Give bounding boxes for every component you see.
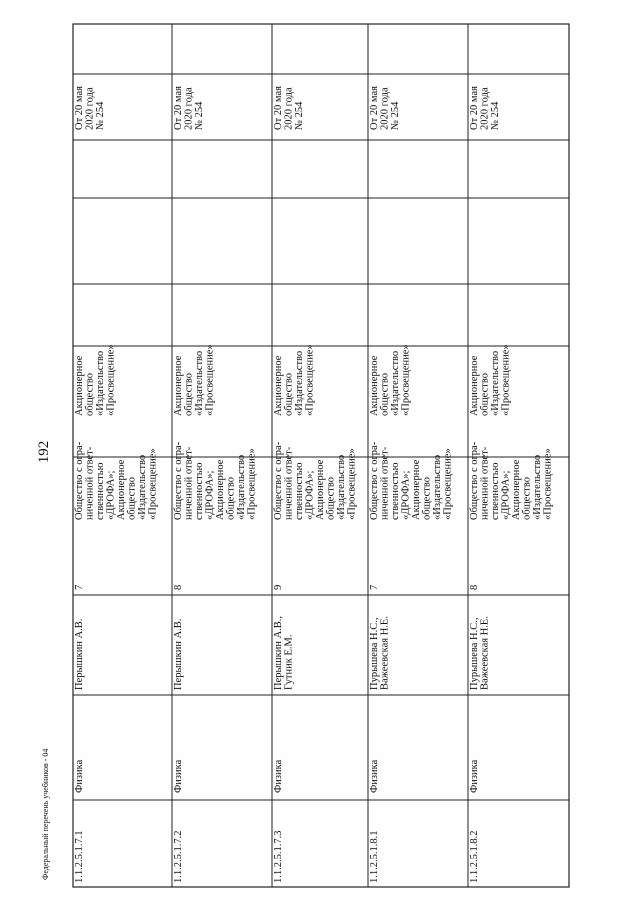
cell-publisher-line: Общество с огра-	[369, 441, 380, 520]
cell-author	[173, 619, 184, 690]
cell-code	[469, 831, 480, 884]
cell-code	[273, 831, 284, 884]
cell-order-line: № 254	[390, 101, 401, 130]
cell-subject	[273, 759, 284, 793]
cell-order	[273, 86, 305, 130]
cell-organization-line: «Просвещение»	[304, 344, 316, 416]
cell-publisher-line: «Издательство	[532, 454, 543, 520]
cell-organization-line: «Издательство	[294, 350, 305, 416]
cell-code	[173, 831, 184, 884]
cell-publisher-line: ниченной ответ-	[183, 446, 195, 520]
cell-subject	[173, 759, 184, 793]
cell-subject-line: Физика	[173, 759, 184, 793]
cell-subject	[369, 759, 380, 793]
cell-author-line: Важеевская Н.Е.	[379, 616, 391, 690]
cell-organization	[74, 344, 117, 416]
cell-organization-line: «Издательство	[194, 350, 205, 416]
cell-organization-line: «Просвещение»	[105, 344, 117, 416]
cell-grade-line: 8	[469, 584, 480, 590]
cell-organization-line: общество	[84, 373, 96, 416]
cell-publisher-line: ственностью	[95, 462, 106, 520]
cell-publisher-line: «Издательство	[432, 454, 443, 520]
cell-publisher-line: ственностью	[490, 462, 501, 520]
cell-publisher-line: Общество с огра-	[74, 441, 85, 520]
cell-grade	[369, 585, 380, 590]
cell-grade-line: 9	[273, 584, 284, 590]
cell-code-line: 1.1.2.5.1.7.2	[173, 830, 184, 883]
cell-publisher-line: «Просвещение»	[246, 448, 258, 520]
cell-publisher-line: «ДРОФА»;	[400, 470, 412, 520]
cell-publisher-line: ственностью	[194, 462, 205, 520]
cell-code-line: 1.1.2.5.1.7.3	[273, 830, 284, 883]
cell-publisher-line: «Просвещение»	[542, 448, 554, 520]
cell-author-line: Перышкин А.В.,	[273, 615, 284, 690]
cell-grade-line: 8	[173, 584, 184, 590]
cell-author	[369, 616, 391, 690]
cell-organization	[173, 344, 216, 416]
cell-organization-line: общество	[283, 373, 295, 416]
cell-order-line: От 20 мая	[173, 86, 184, 130]
cell-organization	[369, 344, 412, 416]
cell-publisher-line: «Просвещение»	[147, 448, 159, 520]
cell-publisher-line: «Просвещение»	[442, 448, 454, 520]
cell-author-line: Гутник Е.М.	[283, 634, 295, 690]
cell-publisher-line: «ДРОФА»;	[500, 470, 512, 520]
cell-publisher-line: общество	[325, 477, 337, 520]
cell-organization-line: «Просвещение»	[500, 344, 512, 416]
cell-publisher-line: «Издательство	[137, 454, 148, 520]
cell-organization-line: «Издательство	[390, 350, 401, 416]
cell-order-line: 2020 года	[479, 87, 491, 130]
cell-grade	[469, 585, 480, 590]
cell-subject-line: Физика	[273, 759, 284, 793]
cell-subject	[469, 759, 480, 793]
cell-organization-line: «Просвещение»	[400, 344, 412, 416]
cell-grade	[173, 585, 184, 590]
cell-order	[369, 86, 401, 130]
cell-publisher-line: общество	[225, 477, 237, 520]
cell-order-line: От 20 мая	[273, 86, 284, 130]
cell-publisher-line: ниченной ответ-	[84, 446, 96, 520]
cell-publisher	[369, 441, 454, 520]
cell-publisher	[273, 441, 358, 520]
cell-organization-line: общество	[479, 373, 491, 416]
cell-organization-line: общество	[183, 373, 195, 416]
cell-order-line: От 20 мая	[369, 86, 380, 130]
cell-publisher-line: общество	[126, 477, 138, 520]
cell-publisher-line: ниченной ответ-	[283, 446, 295, 520]
cell-organization-line: Акционерное	[369, 355, 380, 416]
cell-author	[74, 619, 85, 690]
cell-publisher-line: Общество с огра-	[469, 441, 480, 520]
cell-publisher-line: Акционерное	[315, 459, 326, 520]
cell-organization-line: Акционерное	[74, 355, 85, 416]
cell-organization-line: Акционерное	[173, 355, 184, 416]
cell-code-line: 1.1.2.5.1.7.1	[74, 830, 85, 883]
cell-publisher-line: «ДРОФА»;	[304, 470, 316, 520]
cell-order-line: № 254	[194, 101, 205, 130]
cell-subject-line: Физика	[369, 759, 380, 793]
cell-organization-line: «Издательство	[95, 350, 106, 416]
cell-organization-line: Акционерное	[273, 355, 284, 416]
cell-author-line: Пурышева Н.С.,	[469, 617, 480, 690]
cell-author-line: Перышкин А.В.	[173, 618, 184, 690]
cell-publisher-line: общество	[521, 477, 533, 520]
cell-organization-line: Акционерное	[469, 355, 480, 416]
cell-publisher-line: ственностью	[294, 462, 305, 520]
cell-publisher-line: Акционерное	[116, 459, 127, 520]
cell-publisher-line: ниченной ответ-	[379, 446, 391, 520]
cell-order-line: От 20 мая	[74, 86, 85, 130]
cell-organization	[469, 344, 512, 416]
cell-organization-line: общество	[379, 373, 391, 416]
cell-order-line: От 20 мая	[469, 86, 480, 130]
cell-author-line: Пурышева Н.С.,	[369, 617, 380, 690]
cell-organization-line: «Издательство	[490, 350, 501, 416]
textbook-table	[73, 24, 569, 887]
cell-subject-line: Физика	[74, 759, 85, 793]
cell-grade	[74, 585, 85, 590]
cell-code	[74, 831, 85, 884]
cell-subject	[74, 759, 85, 793]
cell-publisher-line: «Издательство	[336, 454, 347, 520]
cell-publisher	[173, 441, 258, 520]
cell-publisher-line: «ДРОФА»;	[105, 470, 117, 520]
cell-code-line: 1.1.2.5.1.8.1	[369, 830, 380, 883]
cell-order	[74, 86, 106, 130]
cell-grade-line: 7	[369, 584, 380, 590]
cell-publisher	[469, 441, 554, 520]
cell-publisher-line: ниченной ответ-	[479, 446, 491, 520]
cell-order-line: № 254	[95, 101, 106, 130]
cell-grade-line: 7	[74, 584, 85, 590]
cell-publisher-line: общество	[421, 477, 433, 520]
cell-publisher-line: «Издательство	[236, 454, 247, 520]
cell-author	[273, 616, 295, 690]
cell-publisher-line: «Просвещение»	[346, 448, 358, 520]
cell-publisher-line: Акционерное	[511, 459, 522, 520]
page-number: 192	[36, 440, 52, 464]
cell-publisher-line: Общество с огра-	[173, 441, 184, 520]
cell-subject-line: Физика	[469, 759, 480, 793]
cell-code-line: 1.1.2.5.1.8.2	[469, 830, 480, 883]
cell-order	[469, 86, 501, 130]
footer-caption: Федеральный перечень учебников - 04	[41, 748, 50, 880]
cell-order	[173, 86, 205, 130]
cell-publisher-line: «ДРОФА»;	[204, 470, 216, 520]
cell-publisher-line: Акционерное	[411, 459, 422, 520]
cell-order-line: 2020 года	[84, 87, 96, 130]
cell-author-line: Перышкин А.В.	[74, 618, 85, 690]
cell-code	[369, 831, 380, 884]
cell-organization	[273, 344, 316, 416]
cell-order-line: 2020 года	[379, 87, 391, 130]
cell-publisher-line: ственностью	[390, 462, 401, 520]
cell-order-line: 2020 года	[283, 87, 295, 130]
cell-order-line: № 254	[490, 101, 501, 130]
cell-author-line: Важеевская Н.Е.	[479, 616, 491, 690]
cell-order-line: 2020 года	[183, 87, 195, 130]
cell-grade	[273, 585, 284, 590]
cell-publisher	[74, 441, 159, 520]
cell-order-line: № 254	[294, 101, 305, 130]
cell-organization-line: «Просвещение»	[204, 344, 216, 416]
cell-publisher-line: Акционерное	[215, 459, 226, 520]
cell-author	[469, 616, 491, 690]
cell-publisher-line: Общество с огра-	[273, 441, 284, 520]
